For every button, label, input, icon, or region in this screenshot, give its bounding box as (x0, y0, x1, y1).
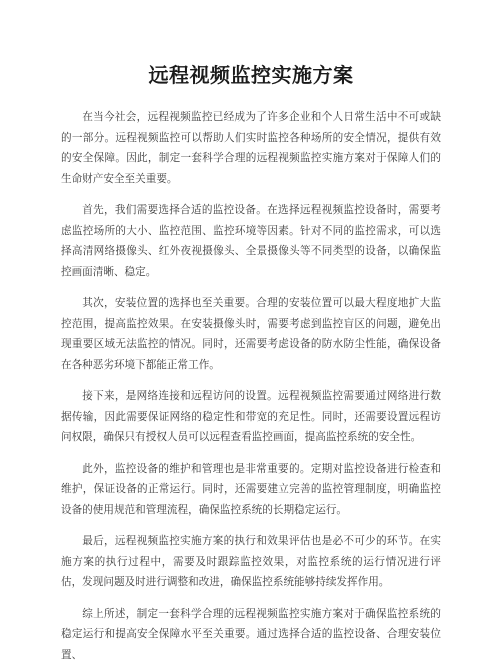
paragraph-intro: 在当今社会，远程视频监控已经成为了许多企业和个人日常生活中不可或缺的一部分。远程视频监控可以帮助人们实时监控各种场所的安全情况，提供有效的安全保障。因此，制定一套科学合理的远程视频监控实施方案对于保障人们的生命财产安全至关重要。 (61, 107, 441, 189)
paragraph-network-access: 接下来，是网络连接和远程访问的设置。远程视频监控需要通过网络进行数据传输，因此需要保证网络的稳定性和带宽的充足性。同时，还需要设置远程访问权限，确保只有授权人员可以远程查看监控画面，提高监控系统的安全性。 (61, 386, 441, 448)
paragraph-evaluation: 最后，远程视频监控实施方案的执行和效果评估也是必不可少的环节。在实施方案的执行过程中，需要及时跟踪监控效果，对监控系统的运行情况进行评估，发现问题及时进行调整和改进，确保监控系统能够持续发挥作用。 (61, 531, 441, 593)
paragraph-device-selection: 首先，我们需要选择合适的监控设备。在选择远程视频监控设备时，需要考虑监控场所的大小、监控范围、监控环境等因素。针对不同的监控需求，可以选择高清网络摄像头、红外夜视摄像头、全景摄像头等不同类型的设备，以确保监控画面清晰、稳定。 (61, 200, 441, 282)
document-title: 远程视频监控实施方案 (61, 62, 441, 88)
paragraph-maintenance: 此外，监控设备的维护和管理也是非常重要的。定期对监控设备进行检查和维护，保证设备的正常运行。同时，还需要建立完善的监控管理制度，明确监控设备的使用规范和管理流程，确保监控系统的长期稳定运行。 (61, 459, 441, 521)
paragraph-installation-location: 其次，安装位置的选择也至关重要。合理的安装位置可以最大程度地扩大监控范围，提高监控效果。在安装摄像头时，需要考虑到监控盲区的问题，避免出现重要区域无法监控的情况。同时，还需要考虑设备的防水防尘性能，确保设备在各种恶劣环境下都能正常工作。 (61, 293, 441, 375)
document-body (61, 107, 441, 665)
paragraph-conclusion: 综上所述，制定一套科学合理的远程视频监控实施方案对于确保监控系统的稳定运行和提高安全保障水平至关重要。通过选择合适的监控设备、合理安装位置、 (61, 604, 441, 665)
